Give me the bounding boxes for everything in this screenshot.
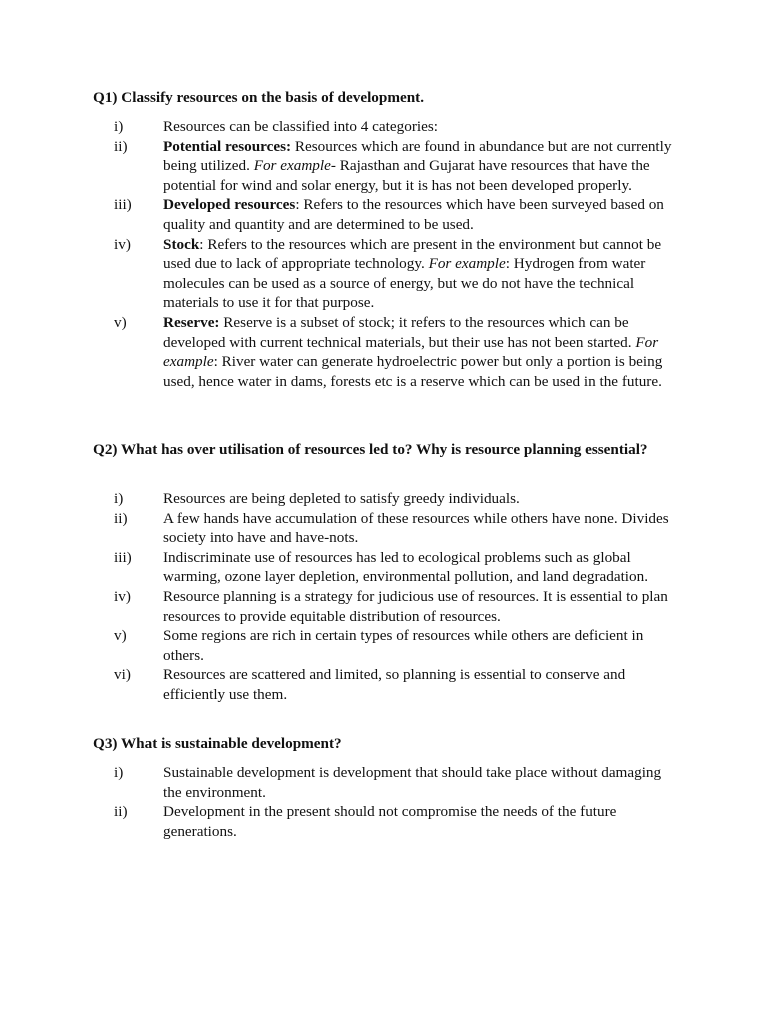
list-item-text: Some regions are rich in certain types of resources while others are deficient in others. <box>163 627 644 664</box>
list-item-text: Reserve is a subset of stock; it refers to the resources which can be developed with current technical materials, but their use has not been started. <box>163 313 632 351</box>
list-item-number: i) <box>114 118 124 135</box>
list-item-number: vi) <box>114 666 131 684</box>
list-item-text: Resources which are found in abundance but are not currently being utilized. <box>163 137 672 175</box>
list-item <box>0 587 678 626</box>
list-item-text: Resources are scattered and limited, so planning is essential to conserve and efficiently use them. <box>163 666 626 703</box>
example-italic: For example <box>163 333 659 371</box>
list-item-number: ii) <box>114 509 128 527</box>
list-item-number: iii) <box>114 196 132 214</box>
list-item-number: i) <box>114 764 124 781</box>
list-item <box>0 763 678 802</box>
list-item-text: A few hands have accumulation of these resources while others have none. Divides society into have and have-nots. <box>163 509 669 547</box>
list-item-text-cont: Rajasthan and Gujarat have resources that have the potential for wind and solar energy, but it is has not been developed properly. <box>163 157 650 194</box>
list-item <box>0 195 678 234</box>
list-item-text: Resource planning is a strategy for judicious use of resources. It is essential to plan resources to provide equitable distribution of resources. <box>163 587 668 625</box>
list-item <box>0 117 678 137</box>
question-2-answer-list <box>0 489 768 705</box>
list-item-number: v) <box>114 627 127 645</box>
list-item-number: ii) <box>114 137 128 155</box>
list-item-text: Sustainable development is development that should take place without damaging the environment. <box>163 764 662 801</box>
list-item-number: iv) <box>114 235 131 253</box>
list-item <box>0 548 678 587</box>
question-1-answer-list <box>0 117 768 391</box>
term-bold: Developed resources <box>163 196 296 214</box>
term-bold: Stock <box>163 235 200 253</box>
question-2-heading: Q2) What has over utilisation of resources led to? Why is resource planning essential? <box>93 441 648 458</box>
list-item <box>0 509 678 548</box>
list-item-text: Resources are being depleted to satisfy greedy individuals. <box>163 490 520 507</box>
list-item-number: ii) <box>114 803 128 821</box>
example-italic: For example- <box>253 157 336 175</box>
term-bold: Potential resources: <box>163 137 292 155</box>
list-item-text: Development in the present should not compromise the needs of the future generations. <box>163 803 617 840</box>
list-item-number: iv) <box>114 587 131 605</box>
question-3-answer-list <box>0 763 768 841</box>
example-italic: For example <box>428 255 506 273</box>
list-item-number: v) <box>114 313 127 331</box>
list-item-number: iii) <box>114 548 132 566</box>
list-item-text: Resources can be classified into 4 categories: <box>163 118 438 135</box>
list-item-text: : Refers to the resources which have been surveyed based on quality and quantity and are determined to be used. <box>163 196 664 233</box>
list-item-number: i) <box>114 490 124 507</box>
list-item-text-cont: : Hydrogen from water molecules can be used as a source of energy, but we do not have the technical materials to use it for that purpose. <box>163 255 646 312</box>
list-item <box>0 626 678 665</box>
list-item <box>0 235 678 313</box>
list-item-text: Indiscriminate use of resources has led to ecological problems such as global warming, ozone layer depletion, environmental pollution, and land degradation. <box>163 548 649 586</box>
list-item <box>0 313 678 391</box>
term-bold: Reserve: <box>163 313 220 331</box>
list-item <box>0 802 678 841</box>
list-item <box>0 665 678 704</box>
question-3-heading: Q3) What is sustainable development? <box>93 735 342 752</box>
list-item <box>0 137 678 196</box>
list-item-text-cont: : River water can generate hydroelectric power but only a portion is being used, hence water in dams, forests etc is a reserve which can be used in the future. <box>163 353 663 390</box>
question-1-heading: Q1) Classify resources on the basis of development. <box>93 89 425 106</box>
list-item <box>0 489 678 509</box>
list-item-text: : Refers to the resources which are present in the environment but cannot be used due to lack of appropriate technology. <box>163 235 662 273</box>
